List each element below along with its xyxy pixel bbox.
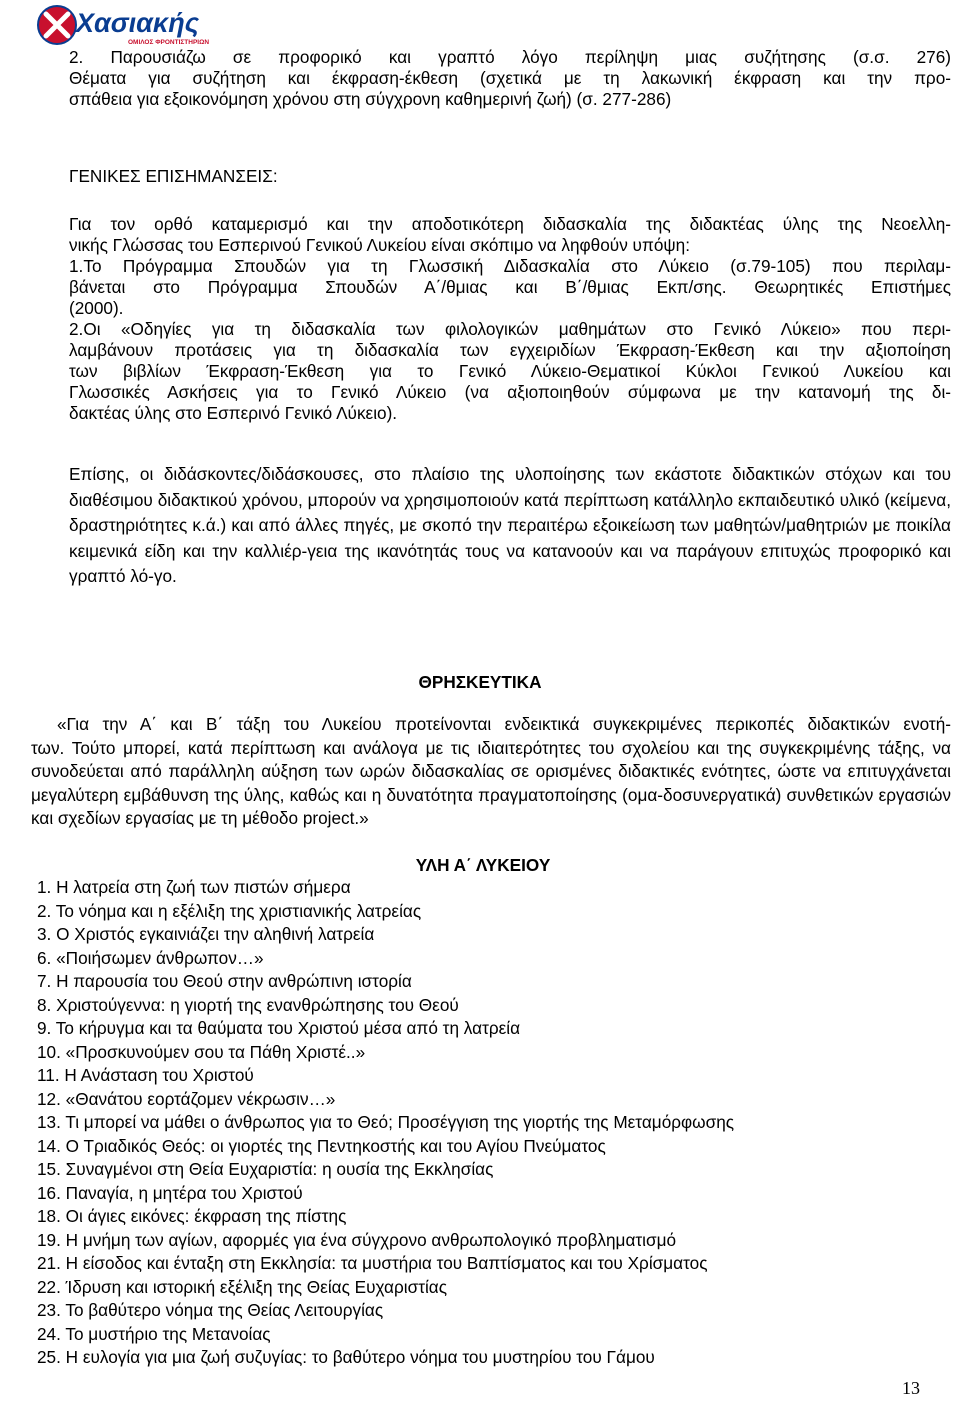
logo-subtitle: ΟΜΙΛΟΣ ΦΡΟΝΤΙΣΤΗΡΙΩΝ	[128, 39, 210, 46]
publisher-logo	[36, 4, 224, 46]
religion-quote	[31, 713, 951, 831]
syllabus-item: 8. Χριστούγεννα: η γιορτή της ενανθρώπησης του Θεού	[37, 994, 459, 1015]
intro-line-6: 2.Οι «Οδηγίες για τη διδασκαλία των φιλολογικών μαθημάτων στο Γενικό Λύκειο» που περι-	[69, 319, 951, 339]
syllabus-item: 1. Η λατρεία στη ζωή των πιστών σήμερα	[37, 877, 351, 897]
logo-text: Χασιακής	[76, 8, 200, 38]
intro-block	[69, 214, 951, 424]
syllabus-item: 12. «Θανάτου εορτάζομεν νέκρωσιν…»	[37, 1088, 336, 1109]
general-remarks-heading: ΓΕΝΙΚΕΣ ΕΠΙΣΗΜΑΝΣΕΙΣ:	[69, 166, 278, 186]
intro-line-9: Γλωσσικές Ασκήσεις για το Γενικό Λύκειο (να αξιοποιηθούν σύμφωνα με την κατανομή της δι-	[69, 382, 951, 402]
syllabus-item: 21. Η είσοδος και ένταξη στη Εκκλησία: τα μυστήρια του Βαπτίσματος και του Χρίσματος	[37, 1253, 708, 1273]
intro-line-8: των βιβλίων Έκφραση-Έκθεση για το Γενικό Λύκειο-Θεματικοί Κύκλοι Γενικού Λυκείου και	[69, 361, 951, 381]
syllabus-item: 7. Η παρουσία του Θεού στην ανθρώπινη ιστορία	[37, 971, 412, 991]
religion-quote-first-line: «Για την Α΄ και Β΄ τάξη του Λυκείου προτείνονται ενδεικτικά συγκεκριμένες περικοπές διδακτικών ενοτή-	[57, 714, 951, 734]
religion-quote-rest: των. Τούτο μπορεί, κατά περίπτωση και ανάλογα με τις ιδιαιτερότητες του σχολείου και της συγκεκριμένης τάξης, να συνοδεύεται από παράλληλη αύξηση των ωρών διδασκαλίας σε ορισμένες διδακτικές ενότητες, ώστε να επιτυγχάνεται μεγαλύτερη εμβάθυνση της ύλης, καθώς και η δυνατότητα πραγματοποίησης (ομα-δοσυνεργατικά) συνθετικών εργασιών και σχεδίων εργασίας με τη μέθοδο project.»	[31, 737, 951, 829]
intro-line-7: λαμβάνουν προτάσεις για τη διδασκαλία των εγχειριδίων Έκφραση-Έκθεση και την αξιοποίηση	[69, 340, 951, 360]
syllabus-item: 9. Το κήρυγμα και τα θαύματα του Χριστού μέσα από τη λατρεία	[37, 1018, 521, 1038]
syllabus-item: 19. Η μνήμη των αγίων, αφορμές για ένα σύγχρονο ανθρωπολογικό προβληματισμό	[37, 1229, 677, 1250]
syllabus-item: 23. Το βαθύτερο νόημα της Θείας Λειτουργίας	[37, 1300, 384, 1320]
religion-title: ΘΡΗΣΚΕΥΤΙΚΑ	[418, 672, 542, 692]
syllabus-item: 13. Τι μπορεί να μάθει ο άνθρωπος για το Θεό; Προσέγγιση της γιορτής της Μεταμόρφωσης	[37, 1112, 735, 1132]
syllabus-item: 18. Οι άγιες εικόνες: έκφραση της πίστης	[37, 1206, 347, 1226]
syllabus-item: 10. «Προσκυνούμεν σου τα Πάθη Χριστέ..»	[37, 1041, 366, 1062]
intro-line-3: 1.Το Πρόγραμμα Σπουδών για τη Γλωσσική Διδασκαλία στο Λύκειο (σ.79-105) που περιλαμ-	[69, 256, 951, 276]
item-2-line-2: Θέματα για συζήτηση και έκφραση-έκθεση (σχετικά με τη λακωνική έκφραση και την προ-	[69, 68, 951, 88]
intro-line-4: βάνεται στο Πρόγραμμα Σπουδών Α΄/θμιας και Β΄/θμιας Εκπ/σης. Θεωρητικές Επιστήμες	[69, 277, 951, 297]
intro-line-5: (2000).	[69, 298, 124, 318]
syllabus-item: 22. Ίδρυση και ιστορική εξέλιξη της Θείας Ευχαριστίας	[37, 1276, 448, 1297]
syllabus-item: 16. Παναγία, η μητέρα του Χριστού	[37, 1182, 303, 1203]
item-2-block	[69, 47, 951, 110]
teaching-material-paragraph: Επίσης, οι διδάσκοντες/διδάσκουσες, στο πλαίσιο της υλοποίησης των εκάστοτε διδακτικών στόχων και του διαθέσιμου διδακτικού χρόνου, μπορούν να χρησιμοποιούν κατά περίπτωση κατάλληλο εκπαιδευτικό υλικό (κείμενα, δραστηριότητες κ.ά.) και από άλλες πηγές, με σκοπό την περαιτέρω εξοικείωση των μαθητών/μαθητριών με ποικίλα κειμενικά είδη και την καλλιέρ-γεια της ικανότητάς τους να κατανοούν και να παράγουν επιτυχώς προφορικό και γραπτό λό-γο.	[69, 464, 951, 586]
intro-line-2: νικής Γλώσσας του Εσπερινού Γενικού Λυκείου είναι σκόπιμο να ληφθούν υπόψη:	[69, 235, 690, 255]
syllabus-item: 15. Συναγμένοι στη Θεία Ευχαριστία: η ουσία της Εκκλησίας	[37, 1159, 494, 1179]
syllabus-item: 24. Το μυστήριο της Μετανοίας	[37, 1323, 271, 1344]
syllabus-item: 11. Η Ανάσταση του Χριστού	[37, 1065, 254, 1085]
syllabus-item: 14. Ο Τριαδικός Θεός: οι γιορτές της Πεντηκοστής και του Αγίου Πνεύματος	[37, 1135, 606, 1156]
syllabus-item: 2. Το νόημα και η εξέλιξη της χριστιανικής λατρείας	[37, 900, 422, 921]
page-number: 13	[902, 1378, 920, 1398]
item-2-line-1: 2. Παρουσιάζω σε προφορικό και γραπτό λόγο περίληψη μιας συζήτησης (σ.σ. 276)	[69, 47, 951, 67]
syllabus-list	[37, 876, 734, 1370]
syllabus-item: 3. Ο Χριστός εγκαινιάζει την αληθινή λατρεία	[37, 924, 375, 944]
intro-line-1: Για τον ορθό καταμερισμό και την αποδοτικότερη διδασκαλία της διδακτέας ύλης της Νεοελλη-	[69, 214, 951, 234]
syllabus-title: ΥΛΗ Α΄ ΛΥΚΕΙΟΥ	[415, 855, 551, 875]
item-2-line-3: σπάθεια για εξοικονόμηση χρόνου στη σύγχρονη καθημερινή ζωή) (σ. 277-286)	[69, 89, 672, 109]
intro-line-10: δακτέας ύλης στο Εσπερινό Γενικό Λύκειο).	[69, 403, 398, 423]
syllabus-item: 25. Η ευλογία για μια ζωή συζυγίας: το βαθύτερο νόημα του μυστηρίου του Γάμου	[37, 1347, 655, 1367]
syllabus-item: 6. «Ποιήσωμεν άνθρωπον…»	[37, 947, 264, 968]
